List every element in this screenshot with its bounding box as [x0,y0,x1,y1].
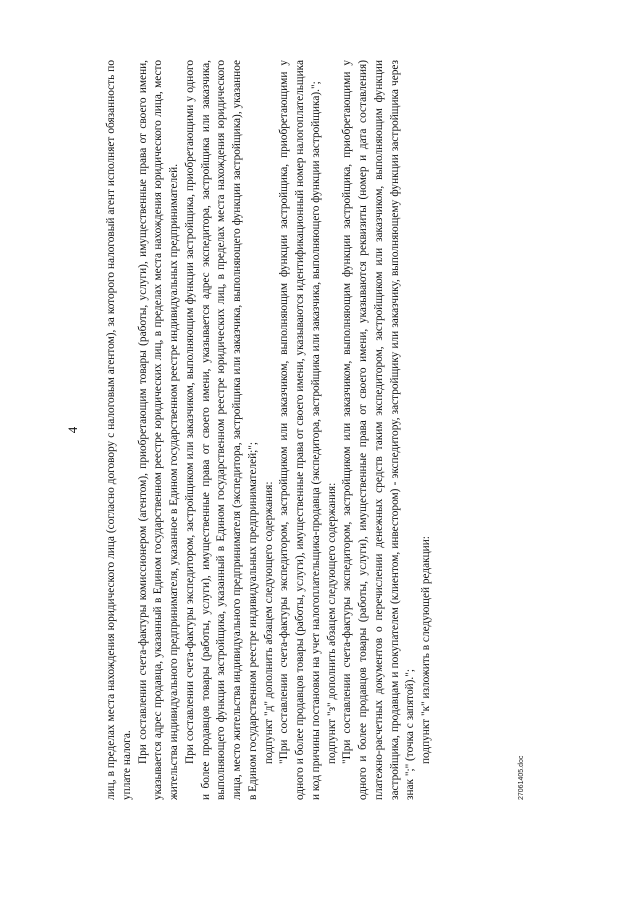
paragraph-continuation: лиц, в пределах места нахождения юридического лица (согласно договору с налоговым агентом), за которого налоговый агент исполняет обязанность по уплате налога. [105,60,133,800]
paragraph-commissioner: При составлении счета-фактуры комиссионером (агентом), приобретающим товары (работы, услуги), имущественные права от своего имени, указывается адрес продавца, указанный в Едином государственном реестре юридических лиц, в пределах места нахождения юридического лица, место жительства индивидуального предпринимателя, указанное в Едином государственном реестре индивидуальных предпринимателей. [136,60,180,800]
paragraph-forwarder-payment: "При составлении счета-фактуры экспедитором, застройщиком или заказчиком, выполняющим функции застройщика, приобретающими у одного и более продавцов товары (работы, услуги), имущественные права от своего имени, указываются реквизиты (номер и дата составления) платежно-расчетных документов о перечислении денежных средств таким экспедитором, застройщиком или заказчиком, выполняющим функции застройщика, продавцам и покупателем (клиентом, инвестором) - экспедитору, застройщику или заказчику, выполняющему функции застройщика через знак ";" (точка с запятой)."; [341,60,417,800]
document-body [104,60,435,800]
rotated-content [66,60,528,800]
paragraph-forwarder-address: При составлении счета-фактуры экспедитором, застройщиком или заказчиком, выполняющим функции застройщика, приобретающими у одного и более продавцов товары (работы, услуги), имущественные права от своего имени, указывается адрес экспедитора, застройщика или заказчика, выполняющего функции застройщика, указанный в Едином государственном реестре юридических лиц, в пределах места нахождения юридического лица, место жительства индивидуального предпринимателя (экспедитора, застройщика или заказчика, выполняющего функции застройщика), указанное в Едином государственном реестре индивидуальных предпринимателей;"; [183,60,259,800]
page-number: 4 [65,426,80,434]
footer-filename: 27061405.doc [518,755,525,800]
paragraph-subpoint-z: подпункт "з" дополнить абзацем следующего содержания: [325,482,338,764]
paragraph-subpoint-d: подпункт "д" дополнить абзацем следующего содержания: [262,481,275,764]
paragraph-subpoint-k: подпункт "к" изложить в следующей редакции: [420,536,432,764]
paragraph-forwarder-inn: "При составлении счета-фактуры экспедитором, застройщиком или заказчиком, выполняющим функции застройщика, приобретающими у одного и более продавцов товары (работы, услуги), имущественные права от своего имени, указываются идентификационный номер налогоплательщика и код причины постановки на учет налогоплательщика-продавца (экспедитора, застройщика или заказчика, выполняющего функции застройщика)."; [278,60,322,800]
